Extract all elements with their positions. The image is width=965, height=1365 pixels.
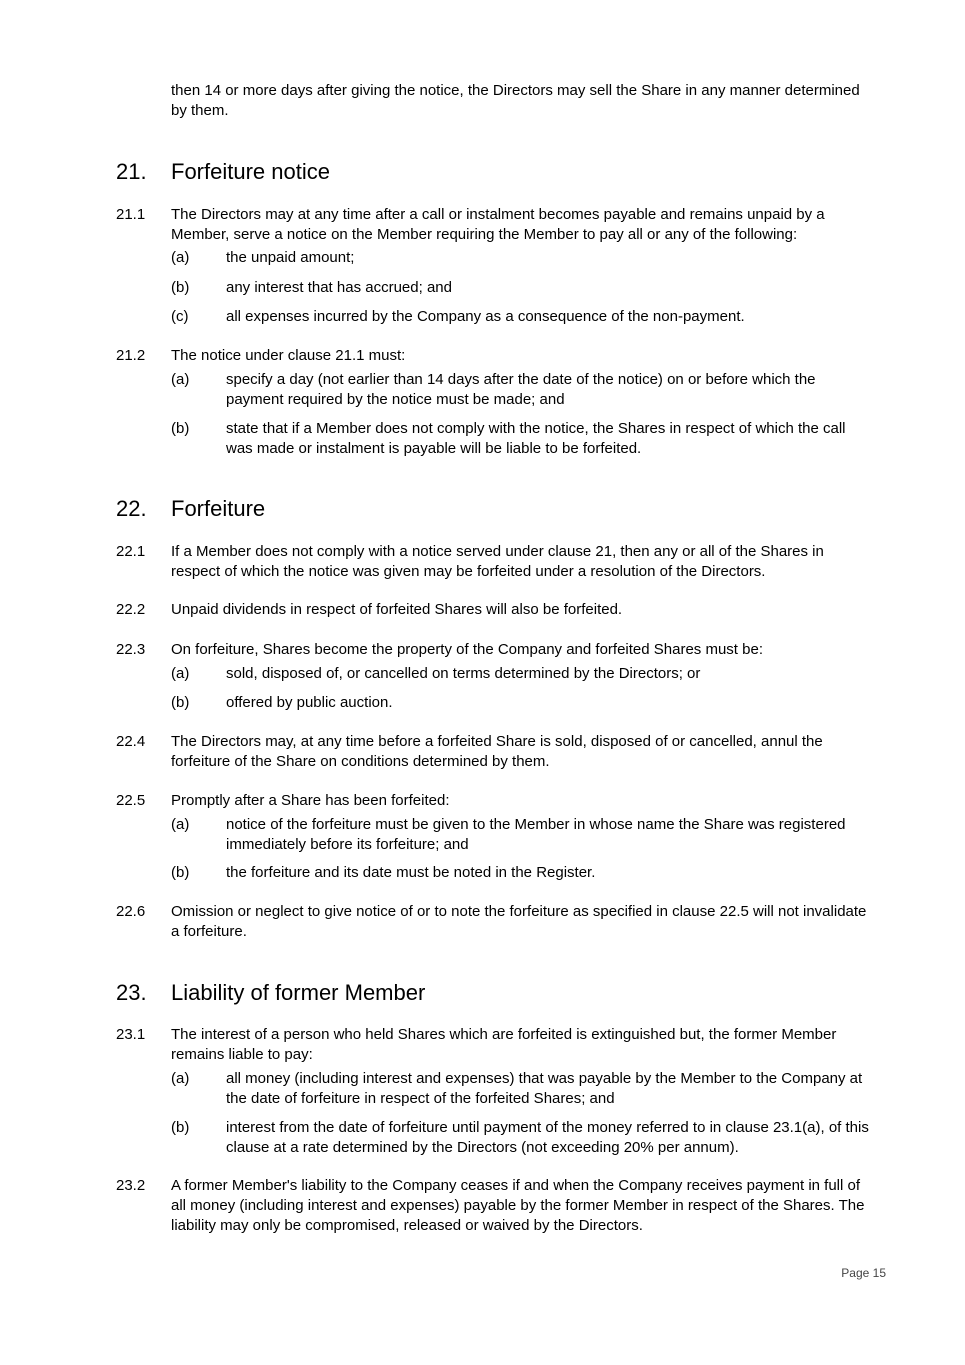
section-title: Liability of former Member: [171, 980, 426, 1005]
section-heading-22: [116, 495, 265, 523]
subclause-text: all expenses incurred by the Company as a consequence of the non-payment.: [226, 308, 745, 325]
subclause-text: specify a day (not earlier than 14 days after the date of the notice) on or before which the payment required by the notice must be made; and: [226, 371, 816, 408]
subclause-label: (b): [171, 864, 190, 881]
clause-21-2: [116, 346, 876, 366]
subclause-text: offered by public auction.: [226, 694, 393, 711]
subclause-label: (a): [171, 1070, 190, 1087]
clause-number: 22.4: [116, 733, 146, 750]
subclause-label: (b): [171, 420, 190, 437]
clause-21-1: [116, 205, 876, 245]
clause-text: A former Member's liability to the Company ceases if and when the Company receives payment in full of all money (including interest and expenses) payable by the former Member in respect of the Shares. The liability may only be compromised, released or waived by the Directors.: [171, 1177, 865, 1234]
subclause-text: any interest that has accrued; and: [226, 279, 452, 296]
clause-text: The notice under clause 21.1 must:: [171, 347, 406, 364]
subclause-label: (b): [171, 1119, 190, 1136]
clause-22-5: [116, 791, 876, 811]
subclause-23-1-a: [171, 1069, 871, 1109]
clause-number: 23.2: [116, 1177, 146, 1194]
clause-number: 21.2: [116, 347, 146, 364]
clause-number: 22.6: [116, 903, 146, 920]
section-heading-23: [116, 979, 425, 1007]
subclause-21-2-b: [171, 419, 871, 459]
subclause-21-1-b: [171, 278, 871, 298]
subclause-label: (a): [171, 371, 190, 388]
clause-text: Omission or neglect to give notice of or to note the forfeiture as specified in clause 22.5 will not invalidate a forfeiture.: [171, 903, 867, 940]
clause-text: The interest of a person who held Shares which are forfeited is extinguished but, the former Member remains liable to pay:: [171, 1026, 837, 1063]
subclause-label: (b): [171, 694, 190, 711]
section-number: 23.: [116, 980, 147, 1005]
subclause-label: (a): [171, 665, 190, 682]
subclause-text: the forfeiture and its date must be noted in the Register.: [226, 864, 596, 881]
section-title: Forfeiture: [171, 496, 266, 521]
clause-23-1: [116, 1025, 876, 1065]
clause-text: On forfeiture, Shares become the property of the Company and forfeited Shares must be:: [171, 641, 763, 658]
subclause-label: (a): [171, 816, 190, 833]
clause-text: Unpaid dividends in respect of forfeited Shares will also be forfeited.: [171, 601, 623, 618]
subclause-22-3-b: [171, 693, 871, 713]
clause-22-3: [116, 640, 876, 660]
section-title: Forfeiture notice: [171, 159, 330, 184]
subclause-text: state that if a Member does not comply with the notice, the Shares in respect of which the call was made or instalment is payable will be liable to be forfeited.: [226, 420, 846, 457]
clause-number: 21.1: [116, 206, 146, 223]
subclause-label: (b): [171, 279, 190, 296]
subclause-label: (a): [171, 249, 190, 266]
subclause-text: the unpaid amount;: [226, 249, 355, 266]
intro-paragraph: then 14 or more days after giving the notice, the Directors may sell the Share in any manner determined by them.: [171, 82, 860, 119]
subclause-21-1-a: [171, 248, 871, 268]
clause-text: The Directors may, at any time before a forfeited Share is sold, disposed of or cancelled, annul the forfeiture of the Share on conditions determined by them.: [171, 733, 823, 770]
subclause-text: sold, disposed of, or cancelled on terms determined by the Directors; or: [226, 665, 701, 682]
clause-number: 22.1: [116, 543, 146, 560]
clause-22-6: [116, 902, 876, 942]
clause-number: 23.1: [116, 1026, 146, 1043]
clause-22-1: [116, 542, 876, 582]
subclause-label: (c): [171, 308, 189, 325]
clause-22-2: [116, 600, 876, 620]
subclause-22-5-a: [171, 815, 871, 855]
clause-number: 22.3: [116, 641, 146, 658]
subclause-text: notice of the forfeiture must be given to the Member in whose name the Share was registered immediately before its forfeiture; and: [226, 816, 846, 853]
subclause-23-1-b: [171, 1118, 871, 1158]
clause-22-4: [116, 732, 876, 772]
subclause-22-3-a: [171, 664, 871, 684]
clause-text: If a Member does not comply with a notice served under clause 21, then any or all of the Shares in respect of which the notice was given may be forfeited under a resolution of the Directors.: [171, 543, 824, 580]
clause-text: Promptly after a Share has been forfeited:: [171, 792, 450, 809]
subclause-22-5-b: [171, 863, 871, 883]
subclause-21-2-a: [171, 370, 871, 410]
subclause-text: interest from the date of forfeiture until payment of the money referred to in clause 23.1(a), of this clause at a rate determined by the Directors (not exceeding 20% per annum).: [226, 1119, 869, 1156]
section-heading-21: [116, 158, 330, 186]
subclause-21-1-c: [171, 307, 871, 327]
subclause-text: all money (including interest and expenses) that was payable by the Member to the Company at the date of forfeiture in respect of the forfeited Shares; and: [226, 1070, 863, 1107]
clause-text: The Directors may at any time after a call or instalment becomes payable and remains unpaid by a Member, serve a notice on the Member requiring the Member to pay all or any of the following:: [171, 206, 825, 243]
clause-number: 22.5: [116, 792, 146, 809]
clause-number: 22.2: [116, 601, 146, 618]
section-number: 22.: [116, 496, 147, 521]
section-number: 21.: [116, 159, 147, 184]
clause-23-2: [116, 1176, 876, 1236]
page-number: Page 15: [841, 1266, 886, 1280]
